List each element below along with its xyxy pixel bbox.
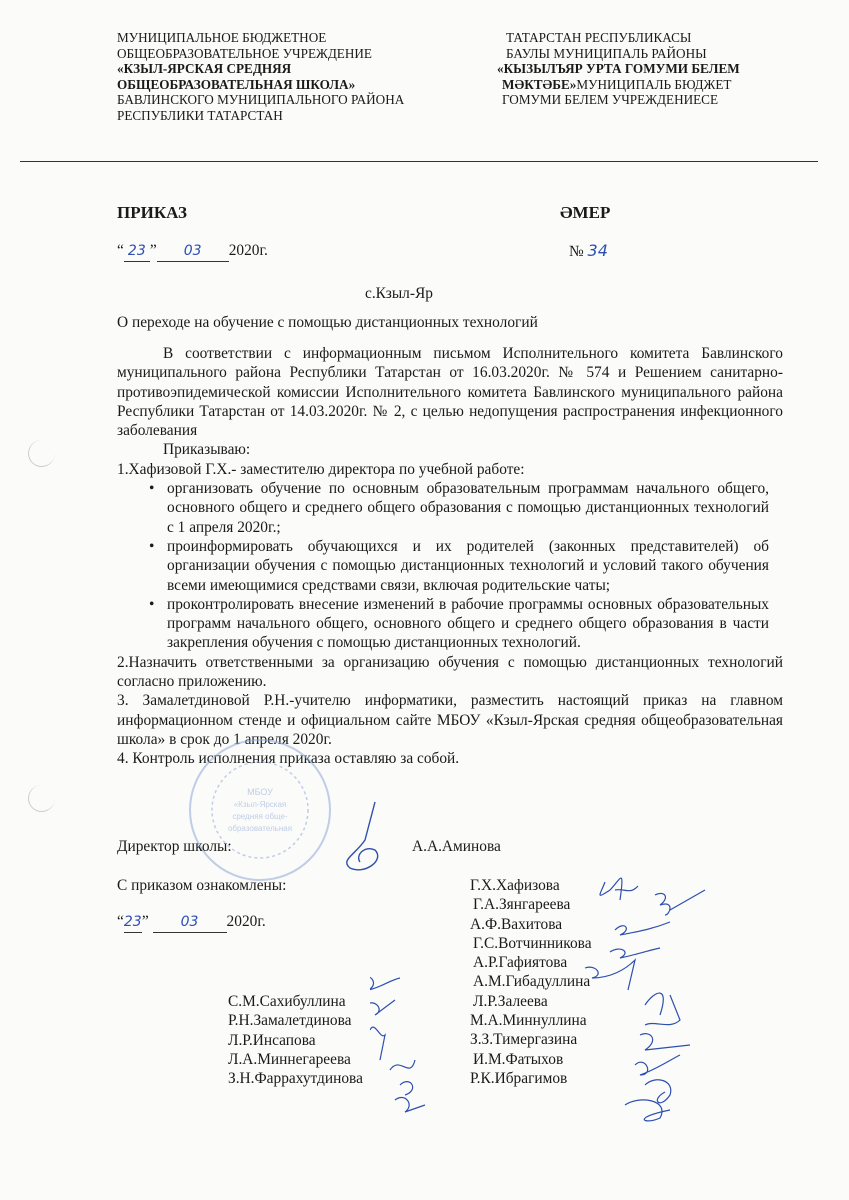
header-divider: [20, 161, 818, 162]
ack-date: [117, 912, 266, 933]
signatory: Р.К.Ибрагимов: [470, 1069, 568, 1087]
header-left-line: ОБЩЕОБРАЗОВАТЕЛЬНОЕ УЧРЕЖДЕНИЕ: [117, 45, 372, 61]
header-right-line: МӘКТӘБЕ»: [502, 76, 577, 92]
signatory: Л.Р.Инсапова: [228, 1031, 316, 1049]
order-day: 23: [124, 242, 150, 262]
ack-label: С приказом ознакомлены:: [117, 877, 287, 894]
director-name: А.А.Аминова: [412, 838, 501, 855]
header-right-line: ГОМУМИ БЕЛЕМ УЧРЕЖДЕНИЕСЕ: [502, 92, 719, 108]
header-right-line: «КЫЗЫЛЪЯР УРТА ГОМУМИ БЕЛЕМ: [497, 61, 740, 77]
item-2: 2.Назначить ответственными за организацию обучения с помощью дистанционных технологий согласно приложению.: [117, 653, 783, 691]
signatory: З.З.Тимергазина: [470, 1031, 578, 1049]
bullet-text: проинформировать обучающихся и их родителей (законных представителей) об организации обучения с помощью дистанционных технологий и условий такого обучения всеми имеющимися средствами связи, включая родительские чаты;: [167, 537, 769, 594]
header-right-line: МУНИЦИПАЛЬ БЮДЖЕТ: [576, 76, 732, 92]
header-left-line: «КЗЫЛ-ЯРСКАЯ СРЕДНЯЯ: [117, 61, 292, 77]
bullet-icon: •: [149, 537, 155, 555]
svg-text:средняя обще-: средняя обще-: [232, 812, 288, 821]
header-right: [497, 30, 740, 108]
header-left-line: МУНИЦИПАЛЬНОЕ БЮДЖЕТНОЕ: [117, 30, 327, 45]
item-3: 3. Замалетдиновой Р.Н.-учителю информатики, разместить настоящий приказ на главном информационном стенде и официальном сайте МБОУ «Кзыл-Ярская средняя общеобразовательная школа» в срок до 1 апреля 2020г.: [117, 692, 783, 748]
quote: “: [117, 242, 124, 259]
order-subject: О переходе на обучение с помощью дистанционных технологий: [117, 314, 538, 331]
signatory: Л.Р.Залеева: [473, 992, 548, 1010]
item-4: 4. Контроль исполнения приказа оставляю за собой.: [117, 750, 460, 768]
svg-text:образовательная: образовательная: [227, 824, 293, 833]
order-word: Приказываю:: [163, 441, 251, 459]
left-names: [228, 992, 363, 1088]
signatory: Л.А.Миннегареева: [228, 1050, 351, 1068]
number-label: №: [569, 243, 584, 260]
order-year: 2020г.: [228, 242, 268, 259]
svg-text:«Кзыл-Ярская: «Кзыл-Ярская: [233, 800, 287, 809]
signatory: И.М.Фатыхов: [473, 1050, 564, 1068]
signatory: Г.А.Зянгареева: [473, 896, 571, 914]
bullet-text: организовать обучение по основным образовательным программам начального общего, основного общего и среднего общего образования с помощью дистанционных технологий с 1 апреля 2020г.;: [167, 480, 769, 536]
item-1: 1.Хафизовой Г.Х.- заместителю директора по учебной работе:: [117, 460, 525, 478]
order-month: 03: [157, 242, 229, 262]
signatory: А.Р.Гафиятова: [473, 954, 568, 972]
staff-signatures: [370, 860, 770, 1130]
bullet-icon: •: [149, 480, 155, 498]
ack-month: 03: [153, 913, 227, 933]
ack-day: 23: [124, 913, 142, 933]
signatory: М.А.Миннуллина: [470, 1012, 587, 1030]
signatory: Г.С.Вотчинникова: [473, 934, 592, 952]
bullet-item: [149, 479, 769, 537]
director-label: Директор школы:: [117, 838, 232, 855]
order-title-ru: ПРИКАЗ: [117, 203, 187, 222]
header-left: [117, 30, 404, 124]
header-left-line: БАВЛИНСКОГО МУНИЦИПАЛЬНОГО РАЙОНА: [117, 92, 405, 108]
punch-hole: [28, 785, 55, 812]
signatory: С.М.Сахибуллина: [228, 993, 346, 1010]
signatory: А.М.Гибадуллина: [473, 973, 591, 991]
signatory: Г.Х.Хафизова: [470, 877, 560, 894]
quote: “: [117, 913, 124, 930]
quote: ”: [141, 913, 149, 930]
order-date: [117, 241, 268, 262]
order-number: [569, 241, 608, 261]
order-body: [117, 344, 783, 769]
bullet-item: [149, 595, 769, 653]
header-right-line: БАУЛЫ МУНИЦИПАЛЬ РАЙОНЫ: [506, 45, 707, 61]
bullet-icon: •: [149, 595, 155, 613]
header-right-line: ТАТАРСТАН РЕСПУБЛИКАСЫ: [506, 30, 692, 45]
preamble: В соответствии с информационным письмом Исполнительного комитета Бавлинского муниципального района Республики Татарстан от 16.03.2020г. № 574 и Решением санитарно-противоэпидемической комиссии Исполнительного комитета Бавлинского муниципального района Республики Татарстан от 14.03.2020г. № 2, с целью недопущения распространения инфекционного заболевания: [117, 345, 783, 440]
quote: ”: [149, 242, 157, 259]
header-left-line: РЕСПУБЛИКИ ТАТАРСТАН: [117, 107, 283, 123]
bullet-item: [149, 537, 769, 595]
school-stamp: [185, 735, 335, 885]
order-place: с.Кзыл-Яр: [365, 285, 433, 302]
number-value: 34: [587, 241, 608, 260]
bullet-text: проконтролировать внесение изменений в рабочие программы основных образовательных программ начального общего, основного общего и среднего общего образования в части закрепления обучения с помощью дистанционных технологий.: [167, 595, 769, 652]
svg-text:МБОУ: МБОУ: [247, 787, 273, 797]
order-title-tt: ӘМЕР: [560, 203, 611, 222]
signatory: Р.Н.Замалетдинова: [228, 1012, 352, 1030]
header-left-line: ОБЩЕОБРАЗОВАТЕЛЬНАЯ ШКОЛА»: [117, 76, 356, 92]
signatory: З.Н.Фаррахутдинова: [228, 1070, 363, 1088]
punch-hole: [28, 440, 55, 467]
ack-year: 2020г.: [226, 913, 266, 930]
signatory: А.Ф.Вахитова: [470, 915, 563, 933]
